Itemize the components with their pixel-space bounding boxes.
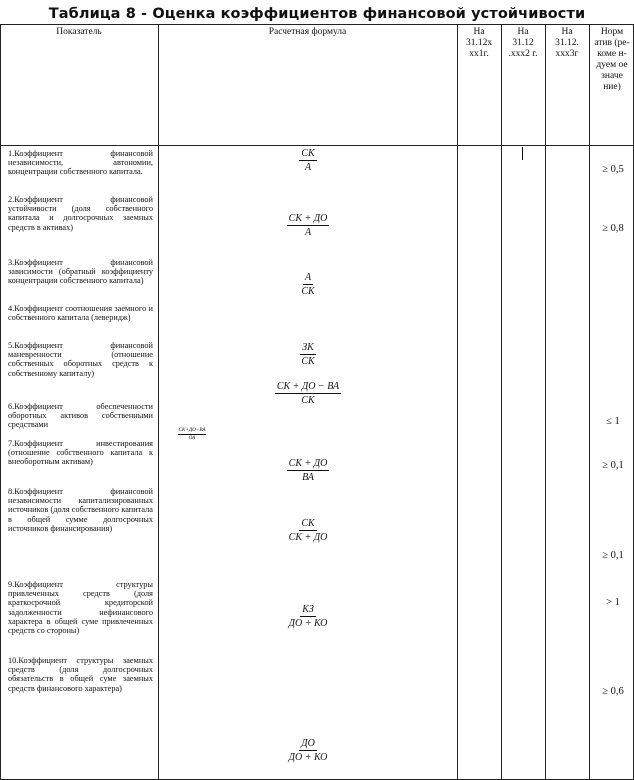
- formula-1: [158, 147, 458, 174]
- norm-value-4: ≥ 0,1: [602, 460, 624, 471]
- header-indicator: Показатель: [56, 27, 102, 37]
- formula-9: [158, 737, 458, 764]
- formula-3-denominator: СК: [301, 286, 315, 297]
- indicator-10: 10.Коэффициент структуры заемных средств (доля долгосрочных обязательств в общей суме заемных средств финансового характера): [8, 656, 153, 693]
- norm-value-3: ≤ 1: [606, 416, 620, 427]
- text-cursor-mark: [522, 147, 523, 160]
- norm-value-7: ≥ 0,6: [602, 686, 624, 697]
- indicator-9: 9.Коэффициент структуры привлеченных средств (доля краткосрочной кредиторской задолженности нефинансового характера в общей суме привлеченных средств со стороны): [8, 580, 153, 636]
- formula-8-denominator: ДО + КО: [288, 618, 328, 629]
- formula-3-numerator: А: [304, 272, 312, 283]
- formula-2-numerator: СК + ДО: [288, 213, 328, 224]
- formula-3: [158, 271, 458, 298]
- header-date-2: На 31.12 .ххх2 г.: [508, 27, 538, 59]
- header-date-1: На 31.12х хх1г.: [465, 27, 493, 59]
- indicator-1: 1.Коэффициент финансовой независимости, автономии, концентрации собственного капитала.: [8, 149, 153, 177]
- norm-value-5: ≥ 0,1: [602, 550, 624, 561]
- formula-2-denominator: А: [304, 227, 312, 238]
- formula-5-denominator: СК: [301, 395, 315, 406]
- formula-1-numerator: СК: [301, 148, 315, 159]
- formula-7: [158, 517, 458, 544]
- indicator-3: 3.Коэффициент финансовой зависимости (обратный коэффициенту концентрации собственного капитала): [8, 258, 153, 286]
- formula-6-denominator: ВА: [302, 472, 314, 483]
- formula-8-numerator: КЗ: [302, 604, 314, 615]
- norm-value-6: > 1: [606, 597, 620, 608]
- formula-5: [158, 380, 458, 407]
- indicator-7: 7.Коэффициент инвестирования (отношение собственного капитала к внеоборотным активам): [8, 439, 153, 467]
- formula-1-denominator: А: [304, 162, 312, 173]
- formula-small-denominator: ОА: [188, 434, 196, 441]
- norm-value-2: ≥ 0,8: [602, 223, 624, 234]
- formula-7-numerator: СК: [301, 518, 315, 529]
- formula-small: [168, 427, 216, 441]
- formula-7-denominator: СК + ДО: [288, 532, 328, 543]
- indicator-4: 4.Коэффициент соотношения заемного и собственного капитала (леверидж): [8, 304, 153, 323]
- indicator-6: 6.Коэффициент обеспеченности оборотных активов собственными средствами: [8, 402, 153, 430]
- formula-9-numerator: ДО: [301, 738, 315, 749]
- formula-small-numerator: СК+ДО−ВА: [178, 427, 206, 433]
- formula-5-numerator: СК + ДО − ВА: [276, 381, 340, 392]
- formula-6: [158, 457, 458, 484]
- formula-4: [158, 341, 458, 368]
- formula-4-numerator: ЗК: [302, 342, 314, 353]
- header-norm: Норм атив (ре- коме н- дуем ое значе ние): [594, 27, 630, 92]
- formula-8: [158, 603, 458, 630]
- indicator-2: 2.Коэффициент финансовой устойчивости (доля собственного капитала и долгосрочных заемных средств в активах): [8, 195, 153, 232]
- header-formula: Расчетная формула: [268, 27, 347, 37]
- table-title: Таблица 8 - Оценка коэффициентов финансовой устойчивости: [48, 6, 586, 22]
- formula-9-denominator: ДО + КО: [288, 752, 328, 763]
- header-date-3: На 31.12. ххх3г: [555, 27, 579, 59]
- formula-6-numerator: СК + ДО: [288, 458, 328, 469]
- indicator-5: 5.Коэффициент финансовой маневренности (отношение собственных оборотных средств к собственному капиталу): [8, 341, 153, 378]
- indicator-8: 8.Коэффициент финансовой независимости капитализированных источников (доля собственного капитала в общей сумме долгосрочных источников финансирования): [8, 487, 153, 533]
- norm-value-1: ≥ 0,5: [602, 164, 624, 175]
- formula-2: [158, 212, 458, 239]
- formula-4-denominator: СК: [301, 356, 315, 367]
